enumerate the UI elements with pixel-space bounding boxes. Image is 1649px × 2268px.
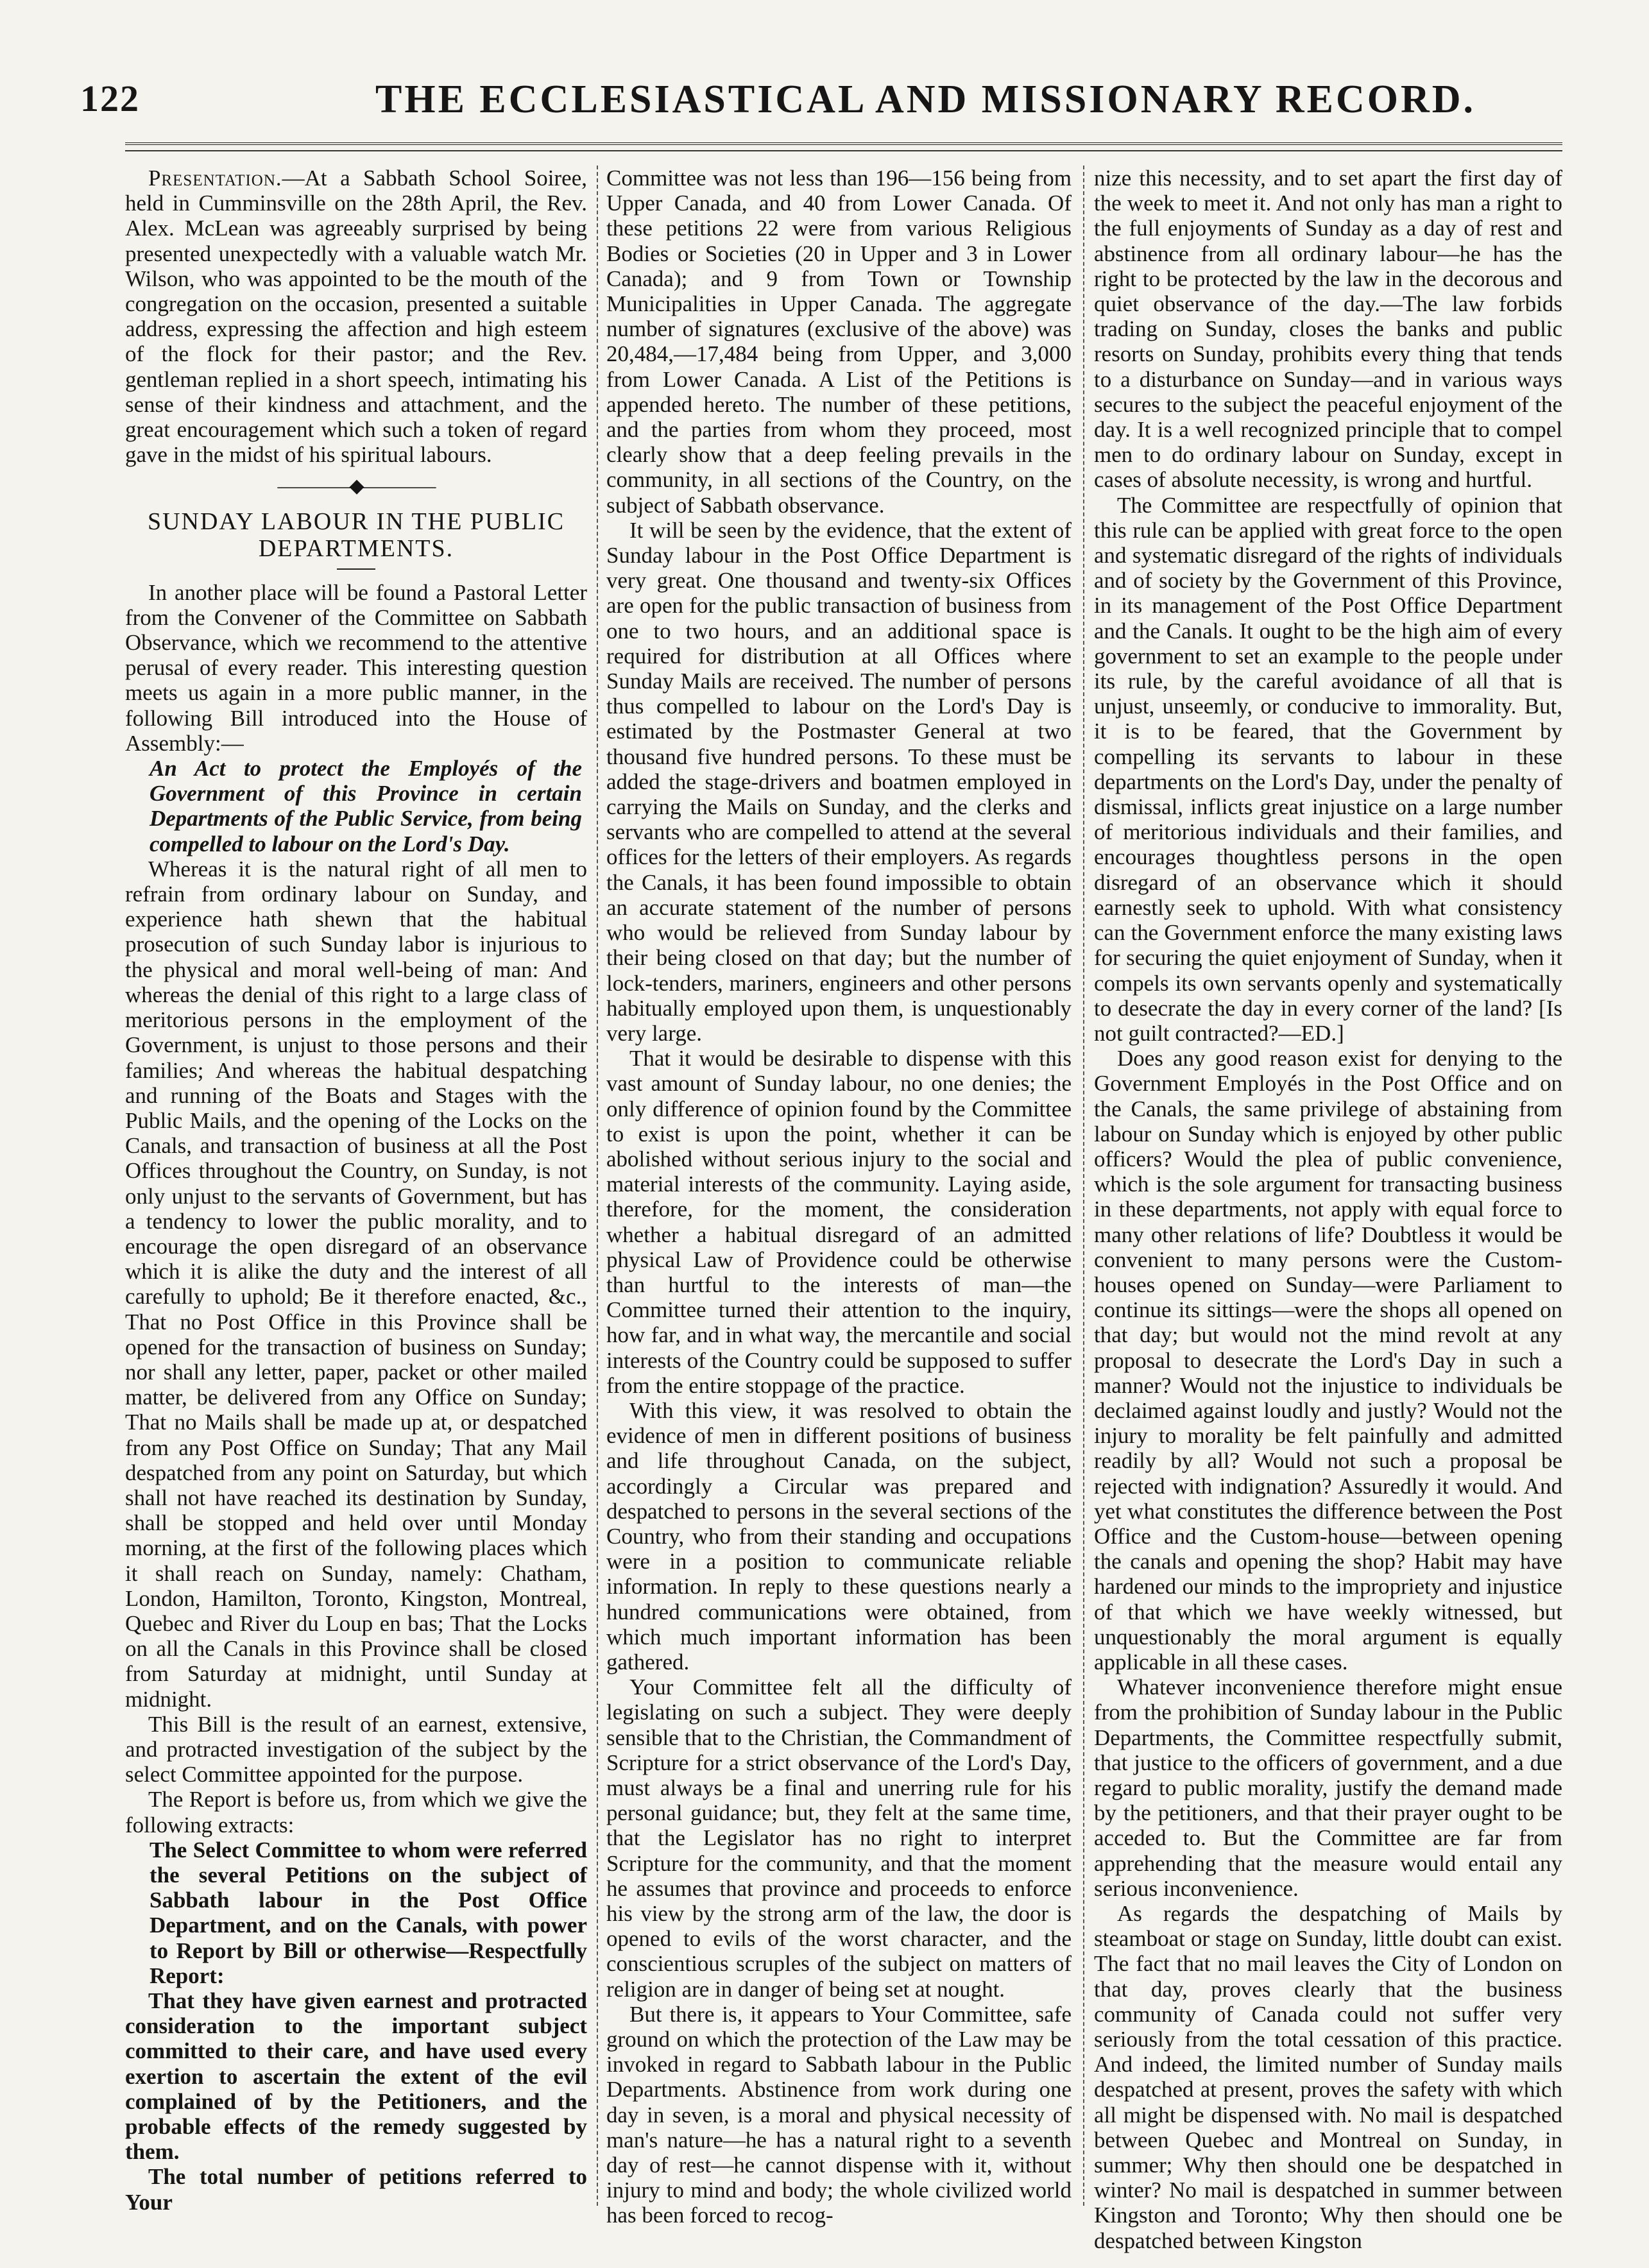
act-title: An Act to protect the Employés of the Government of this Province in certain Departments of the Public Service, from being compelled to labour on the Lord's Day. <box>150 756 582 857</box>
act-text: Whereas it is the natural right of all men to refrain from ordinary labour on Sunday, and experience hath shewn that the habitual prosecution of such Sunday labor is injurious to the physical and moral well-being of man: And whereas the denial of this right to a large class of meritorious persons in the employment of the Government, is unjust to those persons and their families; And whereas the habitual despatching and running of the Boats and Stages with the Public Mails, and the opening of the Locks on the Canals, and transaction of business at all the Post Offices throughout the Country, on Sunday, is not only unjust to the servants of Government, but has a tendency to lower the public morality, and to encourage the open disregard of an observance which it is alike the duty and the interest of all carefully to uphold; Be it therefore enacted, &c., That no Post Office in this Province shall be opened for the transaction of business on Sunday; nor shall any letter, paper, packet or other mailed matter, be delivered from any Office on Sunday; That no Mails shall be made up at, or despatched from any Post Office on Sunday; That any Mail despatched from any point on Saturday, but which shall not have reached its destination by Sunday, shall be stopped and held over until Monday morning, at the first of the following places which it shall reach on Sunday, namely: Chatham, London, Hamilton, Toronto, Kingston, Montreal, Quebec and River du Loup en bas; That the Locks on all the Canals in this Province shall be closed from Saturday at midnight, until Sunday at midnight. <box>125 856 587 1712</box>
journal-title: THE ECCLESIASTICAL AND MISSIONARY RECORD. <box>375 78 1476 121</box>
committee-intro: The Select Committee to whom were referred the several Petitions on the subject of Sabbath labour in the Post Office Department, and on the Canals, with power to Report by Bill or otherwise—Respectfully Report: <box>150 1837 587 1988</box>
heading-rule <box>337 568 375 570</box>
petitions-total-start: The total number of petitions referred to Your <box>125 2164 587 2215</box>
header-rule <box>125 142 1562 151</box>
section-heading: SUNDAY LABOUR IN THE PUBLIC DEPARTMENTS. <box>147 507 565 562</box>
column-divider <box>1083 166 1084 2206</box>
col3-paragraph-2: The Committee are respectfully of opinion that this rule can be applied with great force to the open and systematic disregard of the rights of individuals and of society by the Government of this Province, in its management of the Post Office Department and the Canals. It ought to be the high aim of every government to set an example to the people under its rule, by the careful avoidance of all that is unjust, unseemly, or conducive to immorality. But, it is to be feared, that the Government by compelling its servants to labour in these departments on the Lord's Day, under the penalty of dismissal, inflicts great injustice on a large number of meritorious individuals and their families, and encourages thoughtless persons in the open disregard of an observance which it should earnestly seek to uphold. With what consistency can the Government enforce the many existing laws for securing the quiet enjoyment of Sunday, when it compels its own servants openly and systematically to desecrate the day in every corner of the land? [Is not guilt contracted?—ED.] <box>1094 492 1562 1046</box>
col2-paragraph-4: With this view, it was resolved to obtain the evidence of men in different positions of business and life throughout Canada, on the subject, accordingly a Circular was prepared and despatched to persons in the several sections of the Country, who from their standing and occupations were in a position to communicate reliable information. In reply to these questions nearly a hundred communications were obtained, from which much important information has been gathered. <box>606 1397 1072 1675</box>
committee-text: That they have given earnest and protracted consideration to the important subject committed to their care, and have used every exertion to ascertain the extent of the evil complained of by the Petitioners, and the probable effects of the remedy suggested by them. <box>125 1988 587 2165</box>
col3-paragraph-1: nize this necessity, and to set apart the first day of the week to meet it. And not only has man a right to the full enjoyments of Sunday as a day of rest and abstinence from all ordinary labour—he has the right to be protected by the law in the decorous and quiet observance of the day.—The law forbids trading on Sunday, closes the banks and public resorts on Sunday, prohibits every thing that tends to a disturbance on Sunday—and in various ways secures to the subject the peaceful enjoyment of the day. It is a well recognized principle that to compel men to do ordinary labour on Sunday, except in cases of absolute necessity, is wrong and hurtful. <box>1094 166 1562 493</box>
intro-paragraph: In another place will be found a Pastoral Letter from the Convener of the Committee on Sabbath Observance, which we recommend to the attentive perusal of every reader. This interesting question meets us again in a more public manner, in the following Bill introduced into the House of Assembly:— <box>125 579 587 756</box>
col3-paragraph-4: Whatever inconvenience therefore might ensue from the prohibition of Sunday labour in the Public Departments, the Committee respectfully submit, that justice to the officers of government, and a due regard to public morality, justify the demand made by the petitioners, and that their prayer ought to be acceded to. But the Committee are far from apprehending that the measure would entail any serious inconvenience. <box>1094 1675 1562 1901</box>
column-divider <box>597 166 598 2206</box>
column-3 <box>1094 166 1562 2253</box>
col2-paragraph-5: Your Committee felt all the difficulty of legislating on such a subject. They were deeply sensible that to the Christian, the Commandment of Scripture for a strict observance of the Lord's Day, must always be a final and unerring rule for his personal guidance; but, they felt at the same time, that the Legislator has no right to interpret Scripture for the community, and that the moment he assumes that province and proceeds to enforce his view by the strong arm of the law, the door is opened to evils of the worst character, and the conscientious scruples of the subject on matters of religion are in danger of being set at nought. <box>606 1675 1072 2002</box>
col3-paragraph-3: Does any good reason exist for denying to the Government Employés in the Post Office and on the Canals, the same privilege of abstaining from labour on Sunday which is enjoyed by other public officers? Would the plea of public convenience, which is the sole argument for transacting business in these departments, not apply with equal force to many other relations of life? Doubtless it would be convenient to many persons were the Custom-houses opened on Sunday—were Parliament to continue its sittings—were the shops all opened on that day; but would not the mind revolt at any proposal to desecrate the Lord's Day in such a manner? Would not the injustice to individuals be declaimed against loudly and justly? Would not the injury to morality be felt painfully and admitted readily by all? Would not such a proposal be rejected with indignation? Assuredly it would. And yet what constitutes the difference between the Post Office and the Custom-house—between opening the canals and opening the shop? Habit may have hardened our minds to the impropriety and injustice of that which we have weekly witnessed, but unquestionably the moral argument is equally applicable in all these cases. <box>1094 1046 1562 1675</box>
section-ornament <box>125 473 587 499</box>
col3-paragraph-5: As regards the despatching of Mails by steamboat or stage on Sunday, little doubt can exist. The fact that no mail leaves the City of London on that day, proves clearly that the business community of Canada could not suffer very seriously from the total cessation of this practice. And indeed, the limited number of Sunday mails despatched at present, proves the safety with which all might be dispensed with. No mail is despatched between Quebec and Montreal on Sunday, in summer; Why then should one be despatched in winter? No mail is despatched in summer between Kingston and Toronto; Why then should one be despatched between Kingston <box>1094 1901 1562 2253</box>
col2-paragraph-2: It will be seen by the evidence, that the extent of Sunday labour in the Post Office Department is very great. One thousand and twenty-six Offices are open for the public transaction of business from one to two hours, and an additional space is required for distribution at all Offices where Sunday Mails are received. The number of persons thus compelled to labour on the Lord's Day is estimated by the Postmaster General at two thousand five hundred persons. To these must be added the stage-drivers and boatmen employed in carrying the Mails on Sunday, and the clerks and servants who are compelled to attend at the several offices for the letters of their employers. As regards the Canals, it has been found impossible to obtain an accurate statement of the number of persons who would be relieved from Sunday labour by their being closed on that day; but the number of lock-tenders, mariners, engineers and other persons habitually employed upon them, is unquestionably very large. <box>606 517 1072 1046</box>
presentation-lead: Presentation. <box>148 166 282 191</box>
report-intro: The Report is before us, from which we give the following extracts: <box>125 1787 587 1837</box>
bill-result-paragraph: This Bill is the result of an earnest, extensive, and protracted investigation of the subject by the select Committee appointed for the purpose. <box>125 1711 587 1787</box>
col2-paragraph-1: Committee was not less than 196—156 being from Upper Canada, and 40 from Lower Canada. Of these petitions 22 were from various Religious Bodies or Societies (20 in Upper and 3 in Lower Canada); and 9 from Town or Township Municipalities in Upper Canada. The aggregate number of signatures (exclusive of the above) was 20,484,—17,484 being from Upper, and 3,000 from Lower Canada. A List of the Petitions is appended hereto. The number of these petitions, and the parties from whom they proceed, most clearly show that a deep feeling prevails in the community, in all sections of the Country, on the subject of Sabbath observance. <box>606 166 1072 518</box>
col2-paragraph-3: That it would be desirable to dispense with this vast amount of Sunday labour, no one denies; the only difference of opinion found by the Committee to exist is upon the point, whether it can be abolished without serious injury to the social and material interests of the community. Laying aside, therefore, for the moment, the consideration whether a habitual disregard of an admitted physical Law of Providence could be otherwise than hurtful to the interests of man—the Committee turned their attention to the inquiry, how far, and in what way, the mercantile and social interests of the Country could be supposed to suffer from the entire stoppage of the practice. <box>606 1046 1072 1398</box>
column-1 <box>125 166 587 2215</box>
presentation-paragraph <box>125 166 587 467</box>
page-number: 122 <box>80 78 140 119</box>
col2-paragraph-6: But there is, it appears to Your Committee, safe ground on which the protection of the Law may be invoked in regard to Sabbath labour in the Public Departments. Abstinence from work during one day in seven, is a moral and physical necessity of man's nature—he has a natural right to a seventh day of rest—he cannot dispense with it, without injury to mind and body; the whole civilized world has been forced to recog- <box>606 2001 1072 2228</box>
presentation-text: —At a Sabbath School Soiree, held in Cumminsville on the 28th April, the Rev. Alex. McLean was agreeably surprised by being presented unexpectedly with a valuable watch Mr. Wilson, who was appointed to be the mouth of the congregation on the occasion, presented a suitable address, expressing the affection and high esteem of the flock for their pastor; and the Rev. gentleman replied in a short speech, intimating his sense of their kindness and attachment, and the great encouragement which such a token of regard gave in the midst of his spiritual labours. <box>125 166 587 468</box>
column-2 <box>606 166 1072 2228</box>
page-header <box>80 77 1569 128</box>
